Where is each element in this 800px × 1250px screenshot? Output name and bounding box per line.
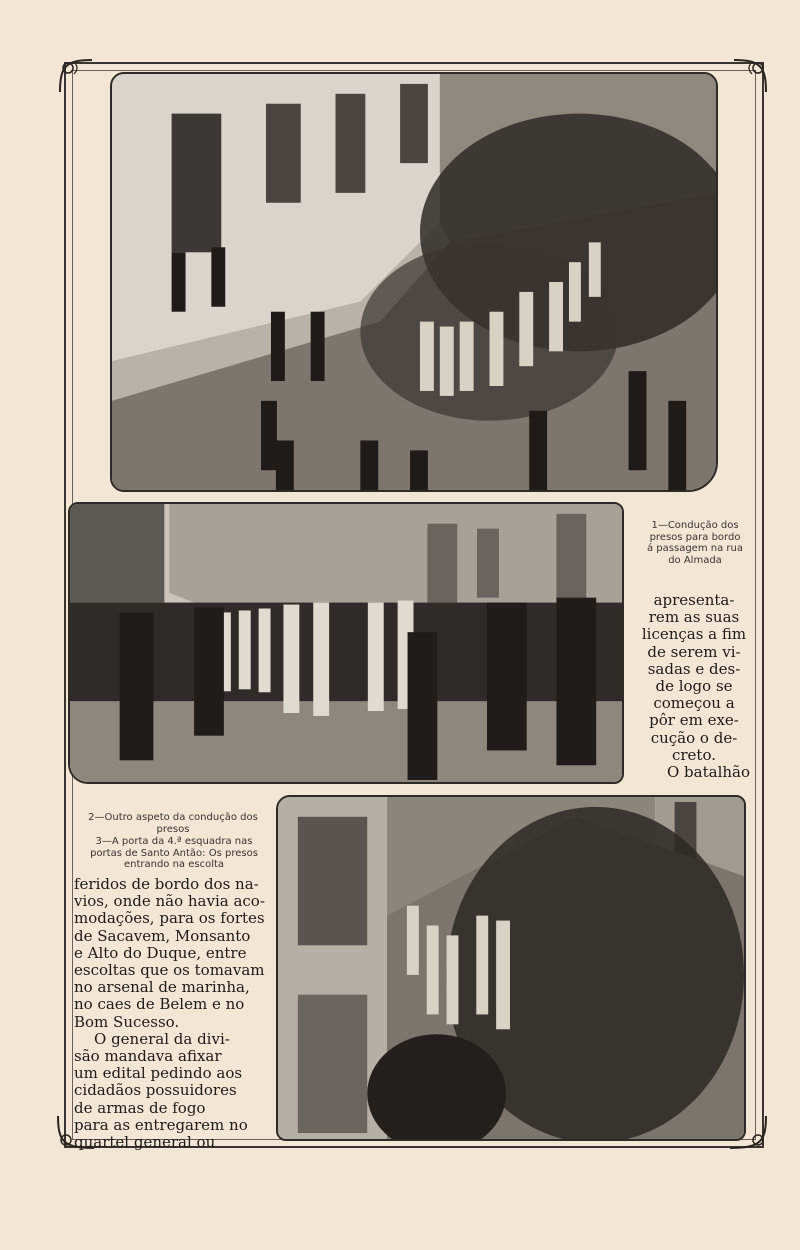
text-line: e Alto do Duque, entre — [74, 943, 247, 962]
corner-ornament-top-right — [730, 56, 770, 96]
text-line: cução o de- — [650, 728, 738, 747]
text-line: são mandava afixar — [74, 1047, 222, 1066]
text-line: no arsenal de marinha, — [74, 978, 250, 997]
text-line: modações, para os fortes — [74, 909, 265, 928]
text-line: apresenta- — [653, 591, 735, 609]
text-line: de Sacavem, Monsanto — [74, 926, 251, 945]
text-line: rem as suas — [648, 608, 740, 627]
article-column-right — [638, 592, 750, 781]
corner-ornament-top-left — [56, 56, 96, 96]
text-line: O general da divi- — [94, 1029, 230, 1048]
text-line: pôr em exe- — [649, 711, 739, 730]
caption-2: 2—Outro aspeto da condução dos presos — [88, 812, 258, 835]
text-line: escoltas que os tomavam — [74, 961, 265, 980]
text-line: para as entregarem no — [74, 1115, 248, 1134]
article-column-left — [74, 876, 274, 1151]
text-line: cidadãos possuidores — [74, 1081, 237, 1100]
text-line: O batalhão — [666, 763, 750, 782]
text-line: de serem vi- — [647, 642, 741, 661]
text-line: começou a — [653, 694, 735, 713]
text-line: no caes de Belem e no — [74, 995, 245, 1014]
text-line: sadas e des- — [647, 659, 741, 678]
photo-street-procession — [110, 72, 718, 492]
text-line: licenças a fim — [641, 625, 747, 644]
text-line: vios, onde não havia aco- — [74, 892, 265, 911]
text-line: creto. — [671, 745, 716, 764]
caption-1: 1—Condução dos presos para bordo á passagem na rua do Almada — [647, 520, 743, 566]
text-line: quartel general ou — [74, 1133, 216, 1152]
text-line: feridos de bordo dos na- — [74, 875, 259, 893]
photo-column-prisoners — [68, 502, 624, 784]
text-line: um edital pedindo aos — [74, 1064, 243, 1083]
photo-crowd-police-station — [276, 795, 746, 1141]
text-line: de armas de fogo — [74, 1098, 206, 1117]
caption-3: 3—A porta da 4.ª esquadra nas portas de Santo Antão: Os presos entrando na escolta — [90, 836, 258, 870]
text-line: de logo se — [655, 677, 733, 696]
text-line: Bom Sucesso. — [74, 1012, 180, 1031]
